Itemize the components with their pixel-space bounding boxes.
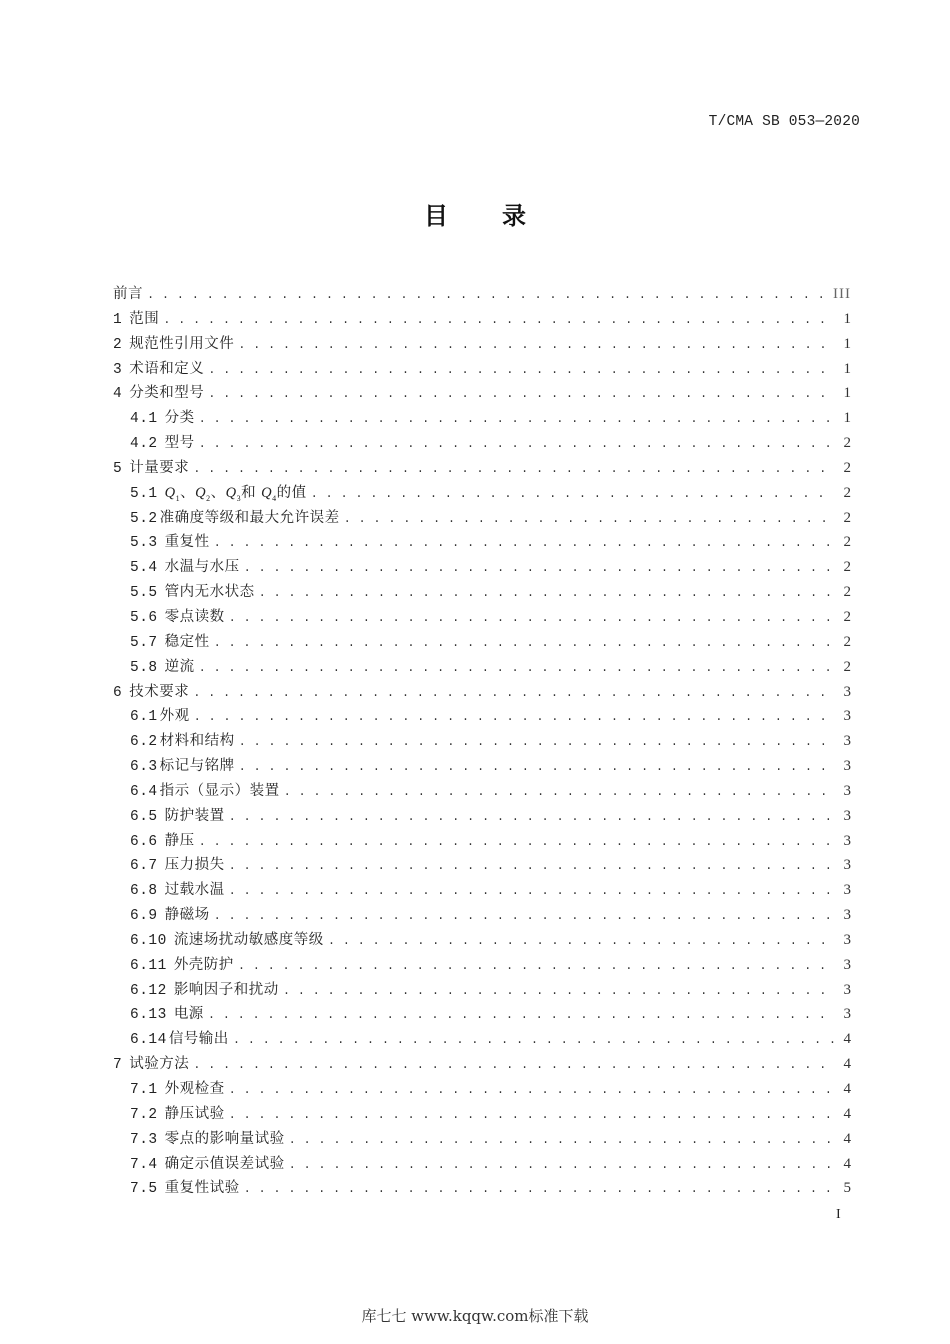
toc-entry-number: 6.4 <box>130 783 158 800</box>
toc-entry[interactable] <box>113 680 851 705</box>
toc-entry-page: 3 <box>843 981 851 998</box>
page-number: I <box>836 1207 841 1222</box>
dot-leader <box>214 904 835 929</box>
toc-entry-text: 零点读数 <box>164 608 225 625</box>
dot-leader <box>289 1128 835 1153</box>
toc-entry-text: 前言 <box>113 286 143 302</box>
toc-entry[interactable] <box>113 1127 851 1152</box>
toc-entry-label <box>130 903 210 929</box>
dot-leader <box>147 283 827 308</box>
toc-entry-page: III <box>833 286 851 302</box>
toc-entry-page: 4 <box>843 1105 851 1122</box>
toc-entry-label <box>130 555 240 581</box>
toc-entry-label <box>130 704 190 730</box>
toc-entry-page: 2 <box>843 658 851 675</box>
toc-entry-page: 3 <box>843 733 851 750</box>
dot-leader <box>229 606 835 631</box>
toc-entry-label <box>130 779 280 805</box>
toc-entry-text: 型号 <box>164 435 195 452</box>
toc-entry-number: 5.1 <box>130 485 158 502</box>
toc-entry-number: 4 <box>113 386 123 403</box>
toc-entry-label <box>130 853 225 879</box>
toc-entry-text: 计量要求 <box>129 459 190 476</box>
dot-leader <box>199 830 835 855</box>
dot-leader <box>259 581 835 606</box>
toc-entry-number: 5.5 <box>130 585 158 602</box>
toc-entry-page: 4 <box>843 1081 851 1097</box>
toc-entry-text: 静压 <box>164 832 195 849</box>
toc-entry-text: 术语和定义 <box>129 360 205 377</box>
dot-leader <box>193 1053 835 1078</box>
dot-leader <box>199 407 835 432</box>
toc-entry-number: 6.10 <box>130 932 167 949</box>
toc-entry-text: 静压试验 <box>164 1105 225 1122</box>
toc-entry-number: 2 <box>113 336 123 353</box>
toc-entry-label <box>130 1027 229 1053</box>
toc-entry[interactable] <box>113 878 851 903</box>
toc-entry-page: 2 <box>843 559 851 576</box>
dot-leader <box>344 507 835 532</box>
toc-entry-label <box>130 406 195 432</box>
toc-entry[interactable] <box>113 953 851 978</box>
toc-entry-number: 5.4 <box>130 560 158 577</box>
toc-entry-text: 电源 <box>173 1006 204 1023</box>
toc-entry-label <box>130 878 225 904</box>
toc-entry[interactable] <box>113 506 851 531</box>
toc-entry-text: 管内无水状态 <box>164 584 255 601</box>
toc-entry-label <box>130 431 195 457</box>
flow-rate-symbol: $Q_1$ <box>164 484 181 503</box>
toc-entry-text: 分类 <box>164 410 195 427</box>
toc-entry-text: 外观检查 <box>164 1081 225 1097</box>
toc-entry-number: 6.1 <box>130 709 158 726</box>
dot-leader <box>311 482 835 507</box>
toc-entry-label <box>130 580 255 606</box>
toc-entry[interactable] <box>113 853 851 878</box>
toc-entry[interactable] <box>113 456 851 481</box>
toc-entry-page: 3 <box>843 931 851 948</box>
toc-entry-label <box>130 530 210 556</box>
toc-entry-label <box>130 829 195 855</box>
toc-entry[interactable] <box>113 1176 851 1201</box>
toc-entry-label <box>130 928 324 954</box>
toc-entry-number: 6.12 <box>130 982 167 999</box>
toc-entry-text: 稳定性 <box>164 633 210 650</box>
toc-entry-text: 影响因子和扰动 <box>173 981 279 998</box>
toc-entry[interactable] <box>113 804 851 829</box>
dot-leader <box>283 979 835 1004</box>
toc-entry-page: 2 <box>843 584 851 601</box>
dot-leader <box>244 556 835 581</box>
dot-leader <box>208 382 835 407</box>
dot-leader <box>239 755 835 780</box>
toc-entry-number: 7 <box>113 1057 123 1074</box>
toc-entry-page: 1 <box>843 310 851 327</box>
toc-entry-label <box>113 332 234 358</box>
toc-entry-label <box>130 978 279 1004</box>
toc-entry-text: 静磁场 <box>164 907 210 924</box>
toc-entry-label <box>130 804 225 830</box>
toc-entry-page: 3 <box>843 782 851 799</box>
toc-entry-label <box>130 605 225 631</box>
toc-entry-number: 5.6 <box>130 609 158 626</box>
toc-entry-page: 3 <box>843 907 851 924</box>
toc-entry-label <box>130 1102 225 1128</box>
toc-entry-label <box>130 630 210 656</box>
document-code: T/CMA SB 053—2020 <box>708 114 860 130</box>
toc-entry-page: 4 <box>843 1056 851 1073</box>
toc-entry-page: 1 <box>843 360 851 377</box>
toc-entry-page: 3 <box>843 758 851 775</box>
toc-entry-text: 标记与铭牌 <box>159 758 235 775</box>
toc-entry-number: 7.2 <box>130 1106 158 1123</box>
toc-entry-number: 5.3 <box>130 535 158 552</box>
dot-leader <box>238 333 835 358</box>
toc-entry-label <box>130 1127 285 1153</box>
dot-leader <box>284 780 835 805</box>
toc-entry-label <box>130 1077 225 1103</box>
toc-entry[interactable] <box>113 357 851 382</box>
dot-leader <box>193 457 835 482</box>
toc-entry-page: 3 <box>843 807 851 824</box>
toc-entry-page: 5 <box>843 1180 851 1197</box>
toc-entry[interactable] <box>113 1077 851 1102</box>
toc-entry-page: 4 <box>843 1155 851 1172</box>
toc-entry-label <box>130 754 235 780</box>
toc-entry[interactable] <box>113 332 851 357</box>
toc-entry-page: 3 <box>843 956 851 973</box>
toc-entry-text: 试验方法 <box>129 1056 190 1073</box>
toc-entry-page: 3 <box>843 683 851 700</box>
toc-entry-page: 2 <box>843 608 851 625</box>
toc-entry-page: 3 <box>843 882 851 899</box>
toc-entry-text: 逆流 <box>164 658 195 675</box>
toc-entry-text: 防护装置 <box>164 807 225 824</box>
dot-leader <box>214 631 835 656</box>
toc-entry-page: 3 <box>843 1006 851 1023</box>
toc-entry-text: 范围 <box>129 310 160 327</box>
toc-entry[interactable] <box>113 1002 851 1027</box>
toc-entry[interactable] <box>113 829 851 854</box>
toc-entry-label <box>130 1002 204 1028</box>
toc-entry[interactable] <box>113 978 851 1003</box>
page-title: 目录 <box>424 202 580 230</box>
dot-leader <box>163 308 835 333</box>
toc-entry-text: 重复性试验 <box>164 1180 240 1197</box>
toc-entry-page: 3 <box>843 857 851 874</box>
toc-entry-number: 5.2 <box>130 510 158 527</box>
toc-entry-text: 信号输出 <box>168 1031 229 1048</box>
dot-leader <box>208 1003 835 1028</box>
toc-entry[interactable] <box>113 729 851 754</box>
toc-entry-number: 7.3 <box>130 1131 158 1148</box>
toc-entry-page: 2 <box>843 534 851 551</box>
toc-entry-number: 3 <box>113 361 123 378</box>
toc-entry-number: 6.9 <box>130 908 158 925</box>
toc-entry-text: 重复性 <box>164 534 210 551</box>
toc-entry-label <box>113 456 189 482</box>
toc-entry-label <box>113 282 143 307</box>
toc-entry-page: 1 <box>843 410 851 427</box>
toc-entry-page: 2 <box>843 435 851 452</box>
toc-entry-number: 5.8 <box>130 659 158 676</box>
toc-entry[interactable] <box>113 481 851 506</box>
toc-entry-text: 指示（显示）装置 <box>159 782 280 799</box>
toc-entry-number: 5 <box>113 460 123 477</box>
toc-entry-page: 1 <box>843 335 851 352</box>
toc-entry-label <box>113 680 189 706</box>
toc-entry-label <box>130 953 234 979</box>
toc-entry-number: 4.1 <box>130 411 158 428</box>
dot-leader <box>244 1177 835 1202</box>
toc-entry[interactable] <box>113 605 851 630</box>
toc-entry[interactable] <box>113 406 851 431</box>
toc-entry[interactable] <box>113 1052 851 1077</box>
download-watermark: 库七七 www.kqqw.com标准下载 <box>361 1307 589 1325</box>
flow-rate-symbol: $Q_2$ <box>195 484 211 503</box>
toc-entry-number: 6.5 <box>130 808 158 825</box>
toc-entry[interactable] <box>113 779 851 804</box>
toc-entry-label <box>130 1176 240 1202</box>
toc-entry[interactable] <box>113 704 851 729</box>
toc-entry[interactable] <box>113 1152 851 1177</box>
dot-leader <box>239 730 835 755</box>
toc-entry-label <box>130 729 235 755</box>
toc-entry-page: 2 <box>843 633 851 650</box>
toc-entry-number: 6.7 <box>130 858 158 875</box>
toc-entry[interactable] <box>113 307 851 332</box>
toc-entry-text: 零点的影响量试验 <box>164 1130 285 1147</box>
toc-entry-number: 5.7 <box>130 634 158 651</box>
toc-entry[interactable] <box>113 381 851 406</box>
toc-entry-page: 1 <box>843 385 851 402</box>
dot-leader <box>208 358 835 383</box>
dot-leader <box>289 1153 835 1178</box>
toc-entry-number: 6 <box>113 684 123 701</box>
toc-entry-label <box>130 1152 285 1178</box>
toc-entry-number: 6.2 <box>130 734 158 751</box>
toc-entry[interactable] <box>113 580 851 605</box>
toc-entry-page: 2 <box>843 484 851 501</box>
toc-entry-text: $Q_1$、$Q_2$、$Q_3$和 $Q_4$的值 <box>164 484 307 503</box>
toc-entry-page: 4 <box>843 1130 851 1147</box>
toc-entry[interactable] <box>113 655 851 680</box>
toc-entry[interactable] <box>113 1027 851 1052</box>
toc-entry-text: 材料和结构 <box>159 733 235 750</box>
dot-leader <box>328 929 835 954</box>
toc-entry[interactable] <box>113 530 851 555</box>
dot-leader <box>233 1028 835 1053</box>
table-of-contents <box>113 282 851 1201</box>
toc-entry-text: 外壳防护 <box>173 956 234 973</box>
toc-entry-text: 流速场扰动敏感度等级 <box>173 931 324 948</box>
toc-entry-text: 外观 <box>159 708 190 725</box>
toc-entry[interactable] <box>113 754 851 779</box>
toc-entry-number: 7.1 <box>130 1082 158 1098</box>
toc-entry-page: 2 <box>843 509 851 526</box>
toc-entry-text: 确定示值误差试验 <box>164 1155 285 1172</box>
toc-entry-page: 3 <box>843 708 851 725</box>
toc-entry-text: 过载水温 <box>164 882 225 899</box>
dot-leader <box>229 1103 835 1128</box>
dot-leader <box>194 705 835 730</box>
toc-entry-number: 6.8 <box>130 883 158 900</box>
toc-entry-number: 1 <box>113 311 123 328</box>
toc-entry[interactable] <box>113 1102 851 1127</box>
toc-entry-label <box>113 357 204 383</box>
toc-entry-text: 分类和型号 <box>129 385 205 402</box>
toc-entry-label <box>113 1052 189 1078</box>
toc-entry[interactable] <box>113 282 851 307</box>
toc-entry-text: 水温与水压 <box>164 559 240 576</box>
toc-entry[interactable] <box>113 431 851 456</box>
toc-entry[interactable] <box>113 903 851 928</box>
flow-rate-symbol: $Q_4$ <box>261 484 277 503</box>
toc-entry-text: 压力损失 <box>164 857 225 874</box>
toc-entry-text: 技术要求 <box>129 683 190 700</box>
toc-entry-text: 规范性引用文件 <box>129 335 235 352</box>
dot-leader <box>214 531 835 556</box>
toc-entry-page: 2 <box>843 459 851 476</box>
toc-entry-number: 6.13 <box>130 1007 167 1024</box>
toc-entry[interactable] <box>113 928 851 953</box>
dot-leader <box>199 656 835 681</box>
toc-entry-label <box>113 307 159 333</box>
toc-entry-number: 6.3 <box>130 759 158 776</box>
toc-entry[interactable] <box>113 630 851 655</box>
toc-entry-page: 4 <box>843 1031 851 1048</box>
dot-leader <box>193 681 835 706</box>
dot-leader <box>238 954 835 979</box>
toc-entry-label <box>130 506 340 532</box>
toc-entry-number: 4.2 <box>130 436 158 453</box>
toc-entry-number: 7.5 <box>130 1181 158 1198</box>
toc-entry-number: 7.4 <box>130 1156 158 1173</box>
dot-leader <box>229 854 835 879</box>
toc-entry-page: 3 <box>843 832 851 849</box>
flow-rate-symbol: $Q_3$ <box>225 484 242 503</box>
toc-entry-number: 6.11 <box>130 957 167 974</box>
dot-leader <box>229 805 835 830</box>
toc-entry-text: 准确度等级和最大允许误差 <box>159 509 340 526</box>
toc-entry-number: 6.6 <box>130 833 158 850</box>
toc-entry-number: 6.14 <box>130 1032 167 1049</box>
dot-leader <box>229 879 835 904</box>
dot-leader <box>229 1078 835 1103</box>
toc-entry[interactable] <box>113 555 851 580</box>
dot-leader <box>199 432 835 457</box>
toc-entry-label <box>113 381 204 407</box>
toc-entry-label <box>130 655 195 681</box>
